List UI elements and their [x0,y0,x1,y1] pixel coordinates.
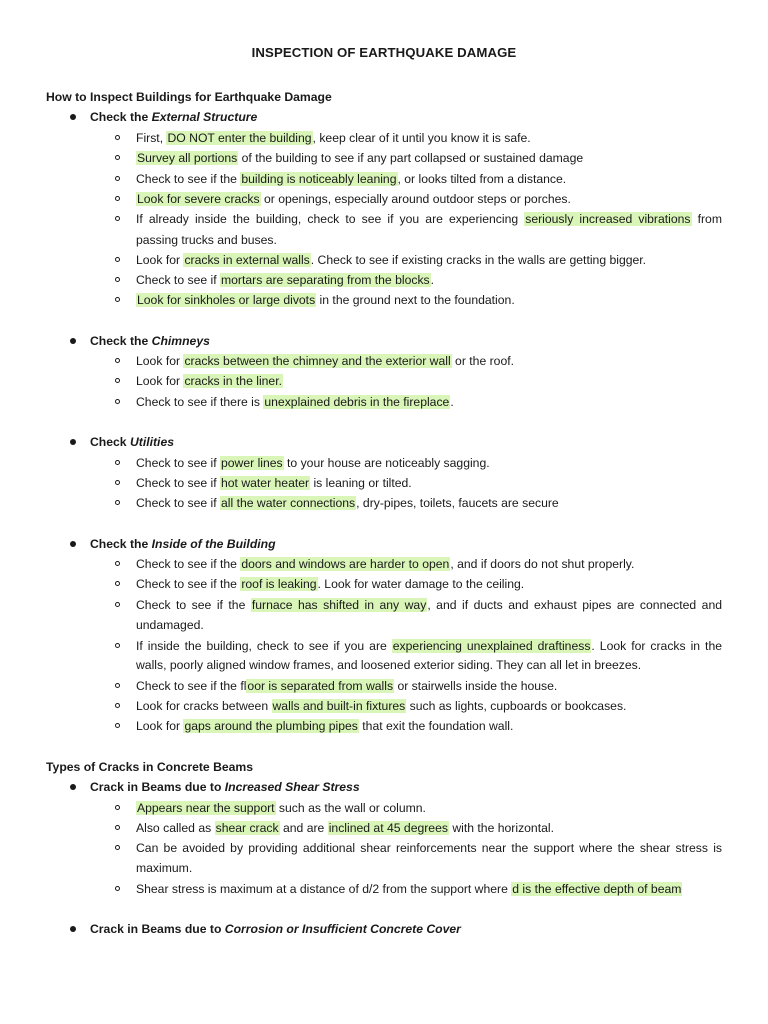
sub-bullet-icon [115,277,120,282]
bullet-icon [70,541,76,547]
list-item: Check to see if there is unexplained debris in the fireplace. [136,395,454,409]
sub-bullet-icon [115,845,120,850]
list-item: Survey all portions of the building to see if any part collapsed or sustained damage [137,151,584,165]
list-item: If already inside the building, check to see if you are experiencing seriously increased vibrations from [136,212,722,226]
heading-chimneys: Check the Chimneys [90,334,210,348]
list-item: Check to see if the building is noticeably leaning, or looks tilted from a distance. [136,172,567,186]
sub-bullet-icon [115,155,120,160]
sub-bullet-icon [115,500,120,505]
list-item: Check to see if the floor is separated from walls or stairwells inside the house. [136,679,558,693]
list-item: Check to see if the furnace has shifted in any way, and if ducts and exhaust pipes are connected and [136,598,722,612]
sub-bullet-icon [115,135,120,140]
list-item: Check to see if power lines to your house are noticeably sagging. [136,456,490,470]
sub-bullet-icon [115,460,120,465]
heading-inside-building: Check the Inside of the Building [90,537,276,551]
bullet-icon [70,926,76,932]
sub-bullet-icon [115,399,120,404]
list-item: Look for severe cracks or openings, especially around outdoor steps or porches. [137,192,571,206]
list-item: First, DO NOT enter the building, keep clear of it until you know it is safe. [136,131,531,145]
heading-external-structure: Check the External Structure [90,110,258,124]
bullet-icon [70,338,76,344]
list-item-continuation: undamaged. [136,618,204,632]
sub-bullet-icon [115,886,120,891]
sub-bullet-icon [115,703,120,708]
bullet-icon [70,439,76,445]
sub-bullet-icon [115,825,120,830]
list-item: Shear stress is maximum at a distance of d/2 from the support where d is the effective depth of beam [136,882,682,896]
sub-bullet-icon [115,196,120,201]
sub-bullet-icon [115,561,120,566]
section-title-inspect: How to Inspect Buildings for Earthquake Damage [46,90,332,104]
sub-bullet-icon [115,216,120,221]
heading-shear-stress: Crack in Beams due to Increased Shear Stress [90,780,360,794]
sub-bullet-icon [115,805,120,810]
list-item: Look for cracks in external walls. Check to see if existing cracks in the walls are getting bigger. [136,253,647,267]
list-item-continuation: walls, poorly aligned window frames, and loosened exterior siding. They can all let in breezes. [136,658,642,672]
sub-bullet-icon [115,581,120,586]
sub-bullet-icon [115,358,120,363]
document-title: INSPECTION OF EARTHQUAKE DAMAGE [251,45,517,60]
sub-bullet-icon [115,257,120,262]
list-item: Look for cracks between the chimney and the exterior wall or the roof. [136,354,514,368]
list-item: Look for gaps around the plumbing pipes that exit the foundation wall. [136,719,514,733]
list-item: Check to see if mortars are separating from the blocks. [136,273,435,287]
bullet-icon [70,784,76,790]
heading-corrosion: Crack in Beams due to Corrosion or Insufficient Concrete Cover [90,922,461,936]
section-title-cracks: Types of Cracks in Concrete Beams [46,760,254,774]
sub-bullet-icon [115,297,120,302]
list-item: If inside the building, check to see if you are experiencing unexplained draftiness. Look for cracks in the [136,639,722,653]
list-item: Look for cracks between walls and built-in fixtures such as lights, cupboards or bookcases. [136,699,627,713]
sub-bullet-icon [115,683,120,688]
bullet-icon [70,114,76,120]
heading-utilities: Check Utilities [90,435,175,449]
sub-bullet-icon [115,378,120,383]
sub-bullet-icon [115,723,120,728]
list-item: Check to see if the roof is leaking. Look for water damage to the ceiling. [136,577,525,591]
list-item: Check to see if all the water connections, dry-pipes, toilets, faucets are secure [136,496,559,510]
list-item: Also called as shear crack and are inclined at 45 degrees with the horizontal. [136,821,554,835]
list-item: Check to see if the doors and windows are harder to open, and if doors do not shut properly. [136,557,635,571]
sub-bullet-icon [115,643,120,648]
list-item-continuation: maximum. [136,861,193,875]
list-item: Check to see if hot water heater is leaning or tilted. [136,476,412,490]
list-item: Can be avoided by providing additional shear reinforcements near the support where the shear stress is [136,841,722,855]
list-item: Appears near the support such as the wall or column. [137,801,426,815]
sub-bullet-icon [115,480,120,485]
sub-bullet-icon [115,602,120,607]
list-item-continuation: passing trucks and buses. [136,233,277,247]
list-item: Look for cracks in the liner. [136,374,282,388]
sub-bullet-icon [115,176,120,181]
list-item: Look for sinkholes or large divots in the ground next to the foundation. [137,293,515,307]
